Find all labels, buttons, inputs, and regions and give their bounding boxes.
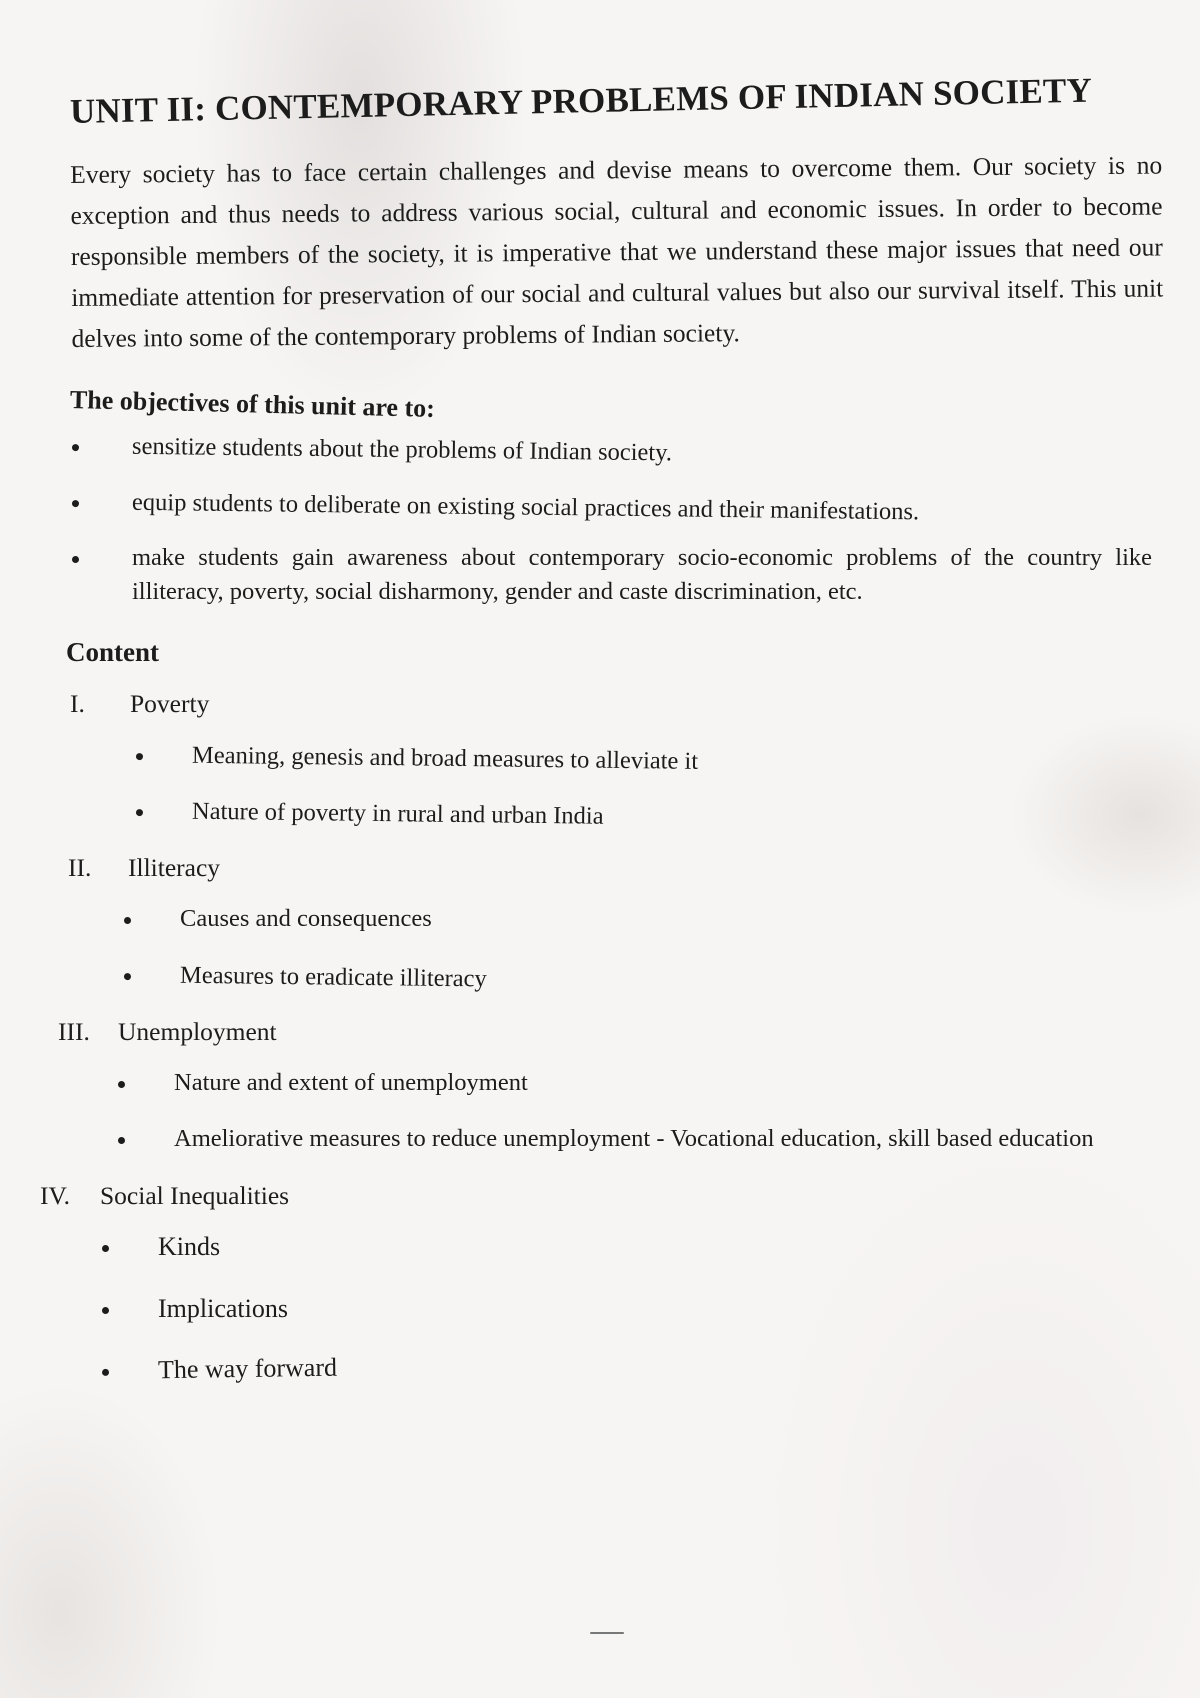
section-items: [100, 1230, 1162, 1388]
section-number: I.: [70, 689, 85, 718]
bullet-icon: [136, 753, 143, 760]
objective-text: make students gain awareness about contemporary socio-economic problems of the country like illiteracy, poverty, social disharmony, gender and caste discrimination, etc.: [132, 544, 1152, 605]
objectives-list: [70, 429, 1162, 609]
section-number: IV.: [40, 1181, 70, 1210]
list-item: [122, 902, 1162, 936]
list-item: [134, 794, 1162, 841]
list-item-text: Kinds: [158, 1232, 221, 1261]
list-item-text: Nature of poverty in rural and urban India: [191, 797, 604, 830]
section-items: [116, 1066, 1162, 1156]
section-title: Unemployment: [118, 1017, 277, 1046]
list-item: [116, 1122, 1162, 1156]
section-illiteracy: [68, 850, 1162, 992]
bullet-icon: [136, 809, 143, 816]
section-items: [122, 902, 1162, 992]
section-header: [40, 1178, 1162, 1214]
bullet-icon: [124, 973, 131, 980]
list-item: [100, 1292, 1162, 1326]
list-item-text: Implications: [158, 1294, 288, 1323]
list-item-text: Ameliorative measures to reduce unemployment - Vocational education, skill based education: [174, 1125, 1094, 1152]
list-item-text: Nature and extent of unemployment: [174, 1069, 528, 1096]
bullet-icon: [102, 1307, 109, 1314]
section-header: [70, 686, 1162, 722]
list-item-text: Measures to eradicate illiteracy: [179, 961, 487, 993]
page-mark: [590, 1632, 624, 1634]
objective-item: [70, 485, 1162, 532]
section-poverty: [70, 686, 1162, 828]
list-item: [116, 1066, 1162, 1100]
bullet-icon: [124, 917, 131, 924]
section-items: [134, 738, 1162, 828]
objective-text: sensitize students about the problems of Indian society.: [131, 432, 673, 467]
section-number: II.: [68, 853, 92, 882]
section-title: Social Inequalities: [100, 1181, 290, 1210]
list-item-text: The way forward: [157, 1352, 338, 1385]
list-item: [100, 1230, 1162, 1264]
document-body: [40, 70, 1164, 1416]
bullet-icon: [72, 444, 79, 451]
section-social-inequalities: [40, 1178, 1162, 1388]
section-header: [68, 850, 1162, 886]
list-item: [100, 1339, 1162, 1388]
bullet-icon: [102, 1369, 109, 1376]
list-item-text: Meaning, genesis and broad measures to alleviate it: [191, 741, 699, 775]
bullet-icon: [72, 556, 79, 563]
bullet-icon: [118, 1137, 125, 1144]
list-item-text: Causes and consequences: [180, 905, 432, 932]
objectives-heading: The objectives of this unit are to:: [69, 385, 436, 423]
bullet-icon: [72, 500, 79, 507]
section-header: [58, 1014, 1162, 1050]
list-item: [134, 738, 1162, 785]
objective-text: equip students to deliberate on existing social practices and their manifestations.: [131, 488, 920, 526]
content-heading: Content: [66, 637, 159, 667]
intro-paragraph: Every society has to face certain challenges and devise means to overcome them. Our society is no exception and thus needs to address various social, cultural and economic issues. In order to become responsible members of the society, it is imperative that we understand these major issues that need our immediate attention for preservation of our social and cultural values but also our survival itself. This unit delves into some of the contemporary problems of Indian society.: [70, 150, 1164, 353]
list-item: [122, 958, 1162, 1005]
objective-item: [70, 541, 1162, 609]
section-title: Illiteracy: [128, 853, 221, 882]
page-title: UNIT II: CONTEMPORARY PROBLEMS OF INDIAN SOCIETY: [69, 70, 1093, 131]
bullet-icon: [118, 1081, 125, 1088]
section-unemployment: [58, 1014, 1162, 1156]
section-number: III.: [58, 1017, 90, 1046]
section-title: Poverty: [130, 689, 210, 718]
bullet-icon: [102, 1245, 109, 1252]
